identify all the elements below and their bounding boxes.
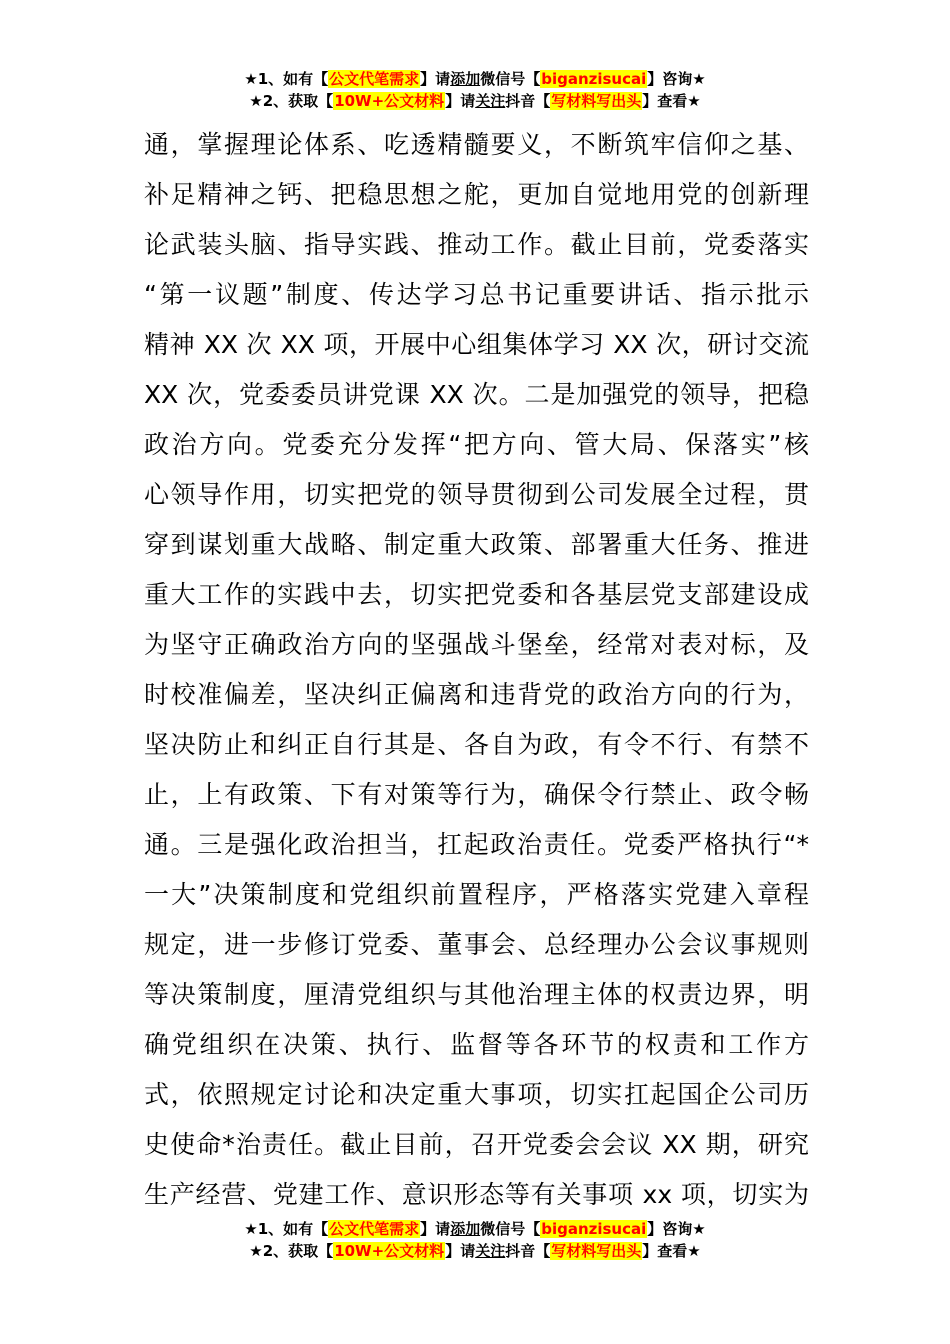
banner-highlight: 写材料写出头 [551,92,642,110]
banner-line-2 [0,90,950,112]
body-line: 穿到谋划重大战略、制定重大政策、部署重大任务、推进 [144,530,809,559]
body-line: 通，掌握理论体系、吃透精髓要义，不断筑牢信仰之基、 [144,130,809,159]
body-line: 精神 XX 次 XX 项，开展中心组集体学习 XX 次，研讨交流 [144,330,809,359]
body-line: 一大”决策制度和党组织前置程序，严格落实党建入章程 [144,880,809,909]
body-line: 补足精神之钙、把稳思想之舵，更加自觉地用党的创新理 [144,180,809,209]
body-line: 为坚守正确政治方向的坚强战斗堡垒，经常对表对标，及 [144,630,809,659]
banner-underline: 添加 [450,1220,481,1238]
body-line: 论武装头脑、指导实践、推动工作。截止目前，党委落实 [144,230,809,259]
header-banner [0,68,950,112]
body-line: “第一议题”制度、传达学习总书记重要讲话、指示批示 [144,280,809,309]
banner-line-1 [0,68,950,90]
banner-text: 】查看★ [642,92,701,110]
banner-highlight: 10W+公文材料 [334,1242,445,1260]
banner-text: 抖音【 [505,1242,551,1260]
banner-text: 抖音【 [505,92,551,110]
body-line: 止，上有政策、下有对策等行为，确保令行禁止、政令畅 [144,780,809,809]
banner-text: 】咨询★ [647,70,706,88]
body-line: 坚决防止和纠正自行其是、各自为政，有令不行、有禁不 [144,730,809,759]
banner-text: ★2、获取【 [249,92,334,110]
banner-underline: 添加 [450,70,481,88]
body-line: 通。三是强化政治担当，扛起政治责任。党委严格执行“* [144,830,809,859]
banner-text: 微信号【 [480,70,541,88]
body-line: 史使命*治责任。截止目前，召开党委会会议 XX 期，研究 [144,1130,809,1159]
banner-text: ★2、获取【 [249,1242,334,1260]
banner-text: 】查看★ [642,1242,701,1260]
banner-underline: 关注 [475,1242,506,1260]
body-line: 确党组织在决策、执行、监督等各环节的权责和工作方 [144,1030,809,1059]
banner-text: 】请 [445,1242,476,1260]
body-line: 时校准偏差，坚决纠正偏离和违背党的政治方向的行为， [144,680,809,709]
banner-text: 】请 [420,70,451,88]
banner-highlight: 公文代笔需求 [329,1220,420,1238]
banner-highlight: 10W+公文材料 [334,92,445,110]
banner-text: 】请 [420,1220,451,1238]
banner-highlight: biganzisucai [541,70,647,88]
banner-highlight: biganzisucai [541,1220,647,1238]
body-line: 规定，进一步修订党委、董事会、总经理办公会议事规则 [144,930,809,959]
banner-text: 】咨询★ [647,1220,706,1238]
document-body [144,120,809,1220]
body-line: 心领导作用，切实把党的领导贯彻到公司发展全过程，贯 [144,480,809,509]
banner-text: 微信号【 [480,1220,541,1238]
body-line: 等决策制度，厘清党组织与其他治理主体的权责边界，明 [144,980,809,1009]
banner-text: 】请 [445,92,476,110]
banner-line-1 [0,1218,950,1240]
banner-underline: 关注 [475,92,506,110]
body-line: 式，依照规定讨论和决定重大事项，切实扛起国企公司历 [144,1080,809,1109]
banner-line-2 [0,1240,950,1262]
banner-text: ★1、如有【 [244,1220,329,1238]
body-line: XX 次，党委委员讲党课 XX 次。二是加强党的领导，把稳 [144,380,809,409]
body-line: 政治方向。党委充分发挥“把方向、管大局、保落实”核 [144,430,809,459]
body-line: 重大工作的实践中去，切实把党委和各基层党支部建设成 [144,580,809,609]
banner-text: ★1、如有【 [244,70,329,88]
footer-banner [0,1218,950,1262]
banner-highlight: 写材料写出头 [551,1242,642,1260]
body-line: 生产经营、党建工作、意识形态等有关事项 xx 项，切实为 [144,1180,809,1209]
banner-highlight: 公文代笔需求 [329,70,420,88]
